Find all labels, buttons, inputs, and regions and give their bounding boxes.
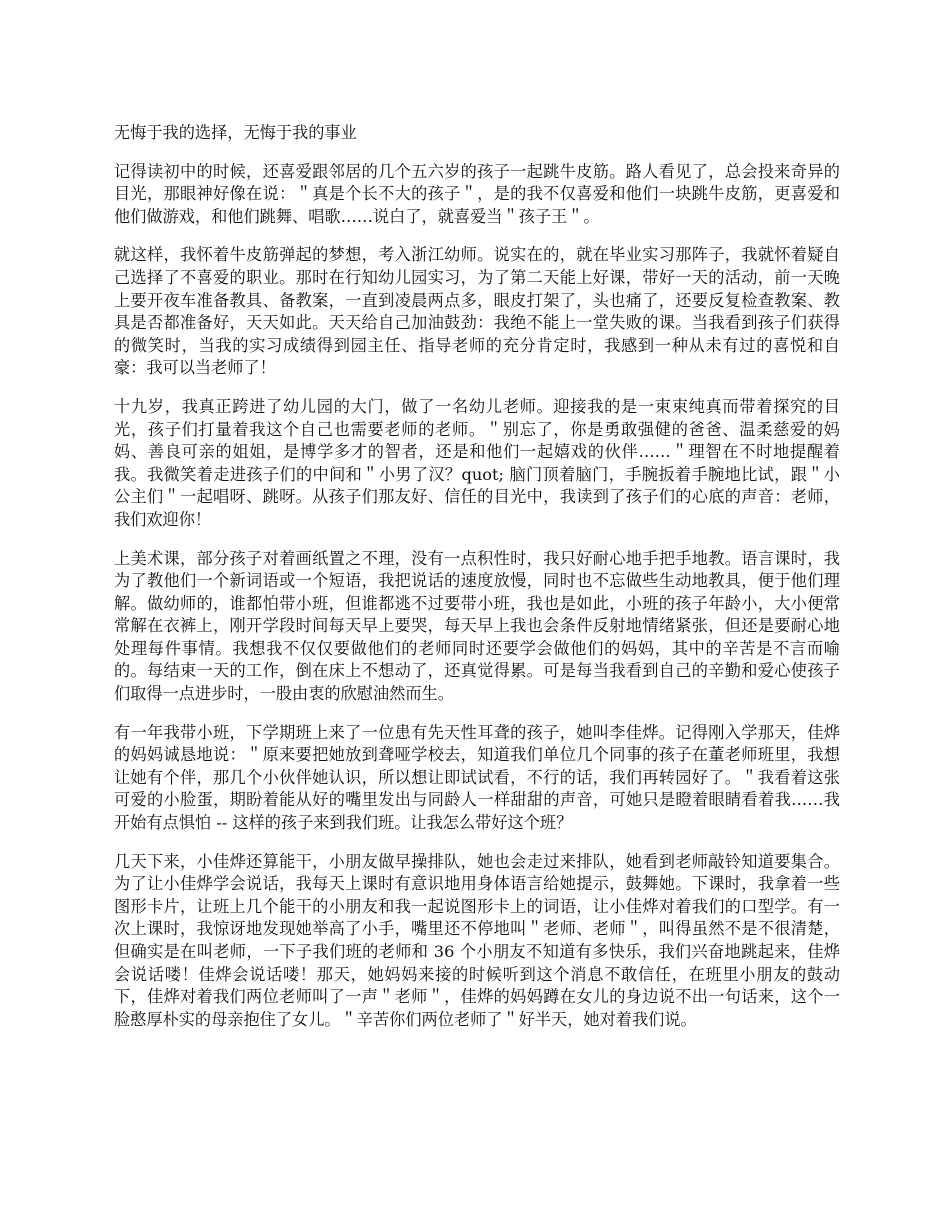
paragraph-4: 上美术课，部分孩子对着画纸置之不理，没有一点积性时，我只好耐心地手把手地教。语言课时，我为了教他们一个新词语或一个短语，我把说话的速度放慢，同时也不忘做些生动地教具，便于他们理解。做幼师的，谁都怕带小班，但谁都逃不过要带小班，我也是如此，小班的孩子年龄小，大小便常常解在衣裤上，刚开学段时间每天早上要哭，每天早上我也会条件反射地情绪紧张，但还是要耐心地处理每件事情。我想我不仅仅要做他们的老师同时还要学会做他们的妈妈，其中的辛苦是不言而喻的。每结束一天的工作，倒在床上不想动了，还真觉得累。可是每当我看到自己的辛勤和爱心使孩子们取得一点进步时，一股由衷的欣慰油然而生。 [114, 548, 840, 704]
paragraph-3: 十九岁，我真正跨进了幼儿园的大门，做了一名幼儿老师。迎接我的是一束束纯真而带着探究的目光，孩子们打量着我这个自己也需要老师的老师。＂别忘了，你是勇敢强健的爸爸、温柔慈爱的妈妈、善良可亲的姐姐，是博学多才的智者，还是和他们一起嬉戏的伙伴……＂理智在不时地提醒着我。我微笑着走进孩子们的中间和＂小男了汉？quot; 脑门顶着脑门，手腕扳着手腕地比试，跟＂小公主们＂一起唱呀、跳呀。从孩子们那友好、信任的目光中，我读到了孩子们的心底的声音：老师，我们欢迎你！ [114, 396, 840, 529]
document-page [114, 122, 840, 1047]
paragraph-6: 几天下来，小佳烨还算能干，小朋友做早操排队，她也会走过来排队，她看到老师敲铃知道要集合。为了让小佳烨学会说话，我每天上课时有意识地用身体语言给她提示，鼓舞她。下课时，我拿着一些图形卡片，让班上几个能干的小朋友和我一起说图形卡上的词语，让小佳烨对着我们的口型学。有一次上课时，我惊讶地发现她举高了小手，嘴里还不停地叫＂老师、老师＂，叫得虽然不是不很清楚，但确实是在叫老师，一下子我们班的老师和 36 个小朋友不知道有多快乐，我们兴奋地跳起来，佳烨会说话喽！佳烨会说话喽！那天，她妈妈来接的时候听到这个消息不敢信任，在班里小朋友的鼓动下，佳烨对着我们两位老师叫了一声＂老师＂，佳烨的妈妈蹲在女儿的身边说不出一句话来，这个一脸憨厚朴实的母亲抱住了女儿。＂辛苦你们两位老师了＂好半天，她对着我们说。 [114, 851, 840, 1029]
document-title: 无悔于我的选择，无悔于我的事业 [114, 123, 357, 142]
paragraph-1: 记得读初中的时候，还喜爱跟邻居的几个五六岁的孩子一起跳牛皮筋。路人看见了，总会投来奇异的目光，那眼神好像在说：＂真是个长不大的孩子＂，是的我不仅喜爱和他们一块跳牛皮筋，更喜爱和他们做游戏，和他们跳舞、唱歌……说白了，就喜爱当＂孩子王＂。 [114, 161, 840, 226]
paragraph-5: 有一年我带小班，下学期班上来了一位患有先天性耳聋的孩子，她叫李佳烨。记得刚入学那天，佳烨的妈妈诚恳地说：＂原来要把她放到聋哑学校去，知道我们单位几个同事的孩子在董老师班里，我想让她有个伴，那几个小伙伴她认识，所以想让即试试看，不行的话，我们再转园好了。＂我看着这张可爱的小脸蛋，期盼着能从好的嘴里发出与同龄人一样甜甜的声音，可她只是瞪着眼睛看着我……我开始有点惧怕 -- 这样的孩子来到我们班。让我怎么带好这个班？ [114, 722, 840, 833]
paragraph-2: 就这样，我怀着牛皮筋弹起的梦想，考入浙江幼师。说实在的，就在毕业实习那阵子，我就怀着疑自己选择了不喜爱的职业。那时在行知幼儿园实习，为了第二天能上好课，带好一天的活动，前一天晚上要开夜车准备教具、备教案，一直到凌晨两点多，眼皮打架了，头也痛了，还要反复检查教案、教具是否都准备好，天天如此。天天给自己加油鼓劲：我绝不能上一堂失败的课。当我看到孩子们获得的微笑时，当我的实习成绩得到园主任、指导老师的充分肯定时，我感到一种从未有过的喜悦和自豪：我可以当老师了！ [114, 245, 840, 378]
